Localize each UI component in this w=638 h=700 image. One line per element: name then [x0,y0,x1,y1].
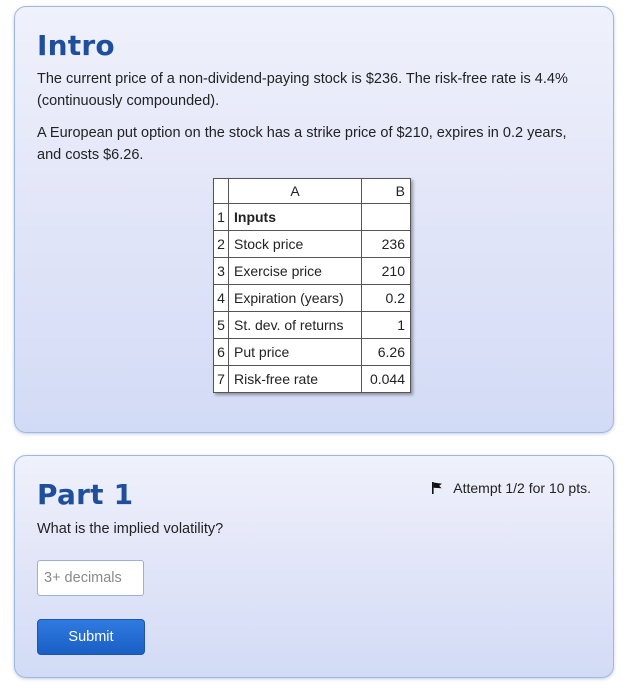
sheet-cell-label: St. dev. of returns [229,312,362,339]
sheet-row [214,366,411,393]
sheet-column-header-a: A [229,179,362,204]
attempt-status [431,480,591,496]
sheet-row [214,312,411,339]
sheet-cell-value: 0.2 [362,285,411,312]
answer-input[interactable] [37,560,144,596]
sheet-cell-value: 210 [362,258,411,285]
part1-title: Part 1 [37,478,134,511]
sheet-cell-value: 6.26 [362,339,411,366]
submit-button[interactable]: Submit [37,619,145,655]
sheet-header-row [214,179,411,204]
intro-card [14,6,614,433]
sheet-row-number: 7 [214,366,229,393]
sheet-row-number: 5 [214,312,229,339]
sheet-row-number: 3 [214,258,229,285]
intro-title: Intro [37,29,115,62]
sheet-cell-label: Exercise price [229,258,362,285]
sheet-cell-value [362,204,411,231]
sheet-row-number: 1 [214,204,229,231]
sheet-row-number: 4 [214,285,229,312]
flag-icon[interactable] [431,481,443,495]
sheet-cell-value: 1 [362,312,411,339]
sheet-cell-label: Stock price [229,231,362,258]
sheet-cell-label: Risk-free rate [229,366,362,393]
attempt-text: Attempt 1/2 for 10 pts. [453,480,591,496]
sheet-cell-label: Inputs [229,204,362,231]
sheet-row-number: 6 [214,339,229,366]
sheet-row [214,231,411,258]
sheet-row [214,258,411,285]
sheet-row [214,339,411,366]
intro-paragraph-1: The current price of a non-dividend-paying stock is $236. The risk-free rate is 4.4% (continuously compounded). [37,71,568,109]
sheet-cell-label: Put price [229,339,362,366]
sheet-row-number: 2 [214,231,229,258]
sheet-corner-cell [214,179,229,204]
spreadsheet-table [213,178,411,393]
sheet-column-header-b: B [362,179,411,204]
sheet-row [214,204,411,231]
sheet-cell-label: Expiration (years) [229,285,362,312]
intro-paragraph-2: A European put option on the stock has a strike price of $210, expires in 0.2 years, and costs $6.26. [37,125,567,163]
part1-card [14,455,614,678]
question-text: What is the implied volatility? [37,521,224,537]
sheet-cell-value: 0.044 [362,366,411,393]
sheet-row [214,285,411,312]
sheet-cell-value: 236 [362,231,411,258]
